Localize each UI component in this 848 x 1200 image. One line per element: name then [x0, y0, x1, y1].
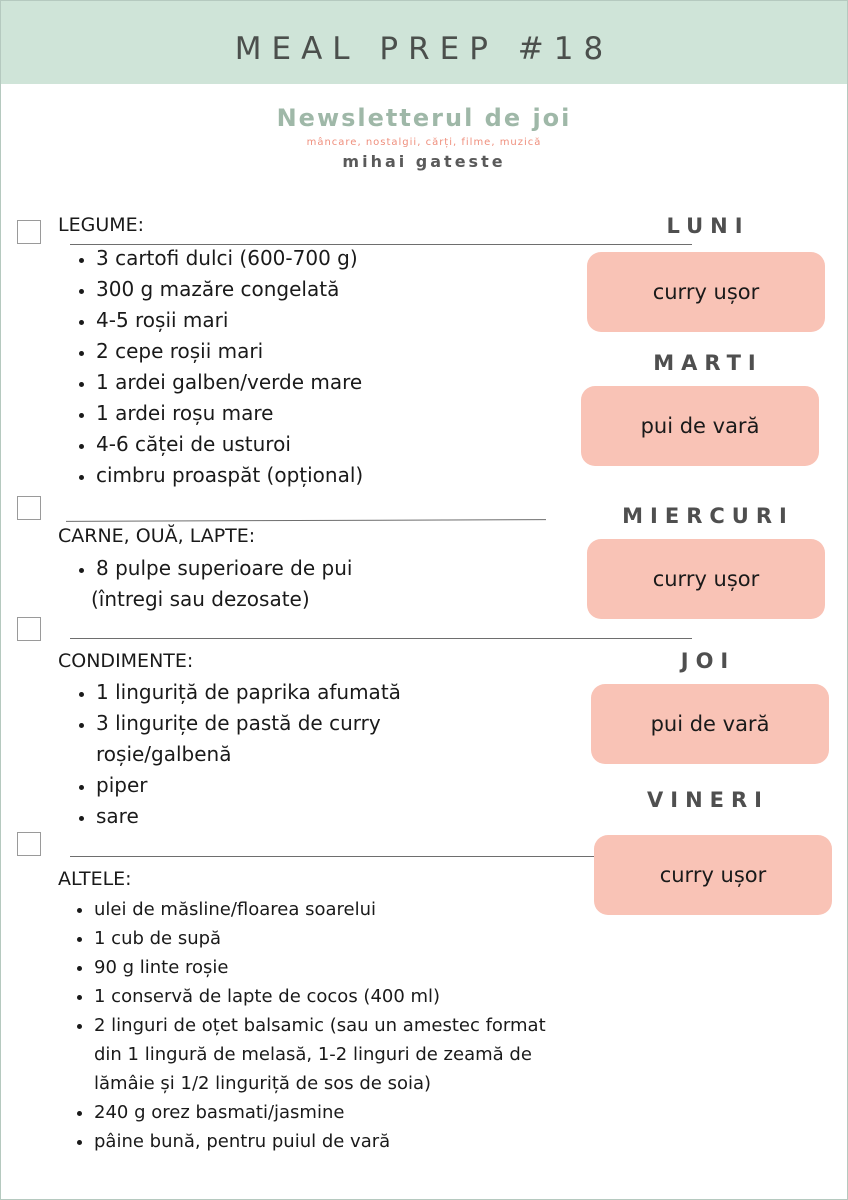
- list-item: • 2 linguri de oțet balsamic (sau un amestec format din 1 lingură de melasă, 1-2 linguri de zeamă de lămâie și 1/2 linguriță de sos de soia): [94, 1011, 574, 1098]
- list-item: • 90 g linte roșie: [94, 953, 574, 982]
- list-item: • 1 linguriță de paprika afumată: [96, 677, 456, 708]
- newsletter-subtitle: mâncare, nostalgii, cărți, filme, muzică: [306, 137, 542, 148]
- carne-list: [58, 553, 352, 584]
- list-item: • 4-6 căței de usturoi: [96, 429, 363, 460]
- day-label-marti: MARTI: [653, 351, 763, 375]
- condimente-checkbox[interactable]: [17, 617, 41, 641]
- carne-item-continuation: (întregi sau dezosate): [91, 587, 310, 611]
- legume-list: [58, 243, 363, 491]
- list-item: • sare: [96, 801, 456, 832]
- carne-title: CARNE, OUĂ, LAPTE:: [58, 525, 256, 547]
- legume-checkbox[interactable]: [17, 220, 41, 244]
- list-item: • 1 cub de supă: [94, 924, 574, 953]
- list-item: • 8 pulpe superioare de pui: [96, 553, 352, 584]
- day-label-vineri: VINERI: [647, 788, 769, 812]
- condimente-title: CONDIMENTE:: [58, 650, 194, 672]
- altele-title: ALTELE:: [58, 868, 132, 890]
- meal-box-miercuri: curry ușor: [587, 539, 825, 619]
- legume-title: LEGUME:: [58, 214, 145, 236]
- altele-divider: [70, 856, 610, 857]
- list-item: • ulei de măsline/floarea soarelui: [94, 895, 574, 924]
- condimente-divider: [70, 638, 692, 639]
- list-item: • 3 cartofi dulci (600-700 g): [96, 243, 363, 274]
- list-item: • 1 conservă de lapte de cocos (400 ml): [94, 982, 574, 1011]
- list-item: • 3 lingurițe de pastă de curry roșie/galbenă: [96, 708, 456, 770]
- list-item: • 1 ardei roșu mare: [96, 398, 363, 429]
- newsletter-author: mihai gateste: [342, 152, 506, 171]
- list-item: • 2 cepe roșii mari: [96, 336, 363, 367]
- meal-box-marti: pui de vară: [581, 386, 819, 466]
- condimente-list: [58, 677, 456, 832]
- page-title: MEAL PREP #18: [234, 31, 614, 67]
- list-item: • piper: [96, 770, 456, 801]
- day-label-luni: LUNI: [666, 214, 750, 238]
- meal-box-joi: pui de vară: [591, 684, 829, 764]
- altele-list: [58, 895, 574, 1156]
- meal-box-luni: curry ușor: [587, 252, 825, 332]
- list-item: • 300 g mazăre congelată: [96, 274, 363, 305]
- carne-checkbox[interactable]: [17, 496, 41, 520]
- list-item: • 240 g orez basmati/jasmine: [94, 1098, 574, 1127]
- meal-box-vineri: curry ușor: [594, 835, 832, 915]
- list-item: • pâine bună, pentru puiul de vară: [94, 1127, 574, 1156]
- list-item: • 1 ardei galben/verde mare: [96, 367, 363, 398]
- list-item: • 4-5 roșii mari: [96, 305, 363, 336]
- day-label-miercuri: MIERCURI: [622, 504, 794, 528]
- newsletter-title: Newsletterul de joi: [276, 104, 572, 132]
- header-banner: [1, 1, 847, 84]
- list-item: • cimbru proaspăt (opțional): [96, 460, 363, 491]
- altele-checkbox[interactable]: [17, 832, 41, 856]
- day-label-joi: JOI: [680, 649, 736, 673]
